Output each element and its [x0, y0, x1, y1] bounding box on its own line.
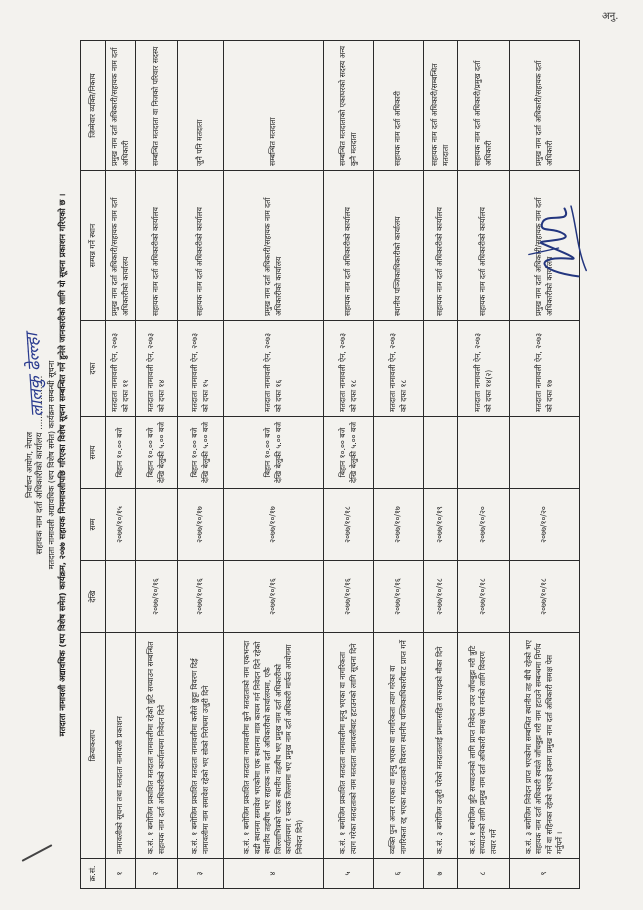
header-sn: क्र.सं. — [81, 859, 106, 889]
cell-sn: ४ — [224, 859, 324, 889]
cell-place: सहायक नाम दर्ता अधिकारीको कार्यालय — [178, 171, 224, 321]
cell-time — [424, 417, 458, 489]
cell-section: मतदाता नामावली ऐन, २०७३ को दफा ११ — [106, 321, 136, 417]
cell-responsible: प्रमुख नाम दर्ता अधिकारी/सहायक दर्ता अधिकारी — [510, 41, 580, 171]
cell-responsible: प्रमुख नाम दर्ता अधिकारी/सहायक नाम दर्ता अधिकारी — [106, 41, 136, 171]
cell-place: सहायक नाम दर्ता अधिकारीको कार्यालय — [324, 171, 374, 321]
table-row — [374, 41, 424, 889]
cell-sn: ८ — [458, 859, 510, 889]
cell-sn: ५ — [324, 859, 374, 889]
cell-to: २०७७/१०/१७ — [178, 489, 224, 561]
cell-section: मतदाता नामावली ऐन, २०७३ को दफा १४ — [136, 321, 178, 417]
schedule-table — [80, 40, 580, 889]
cell-section: मतदाता नामावली ऐन, २०७३ को दफा १७ — [510, 321, 580, 417]
cell-sn: ६ — [374, 859, 424, 889]
table-row — [424, 41, 458, 889]
cell-sn: ९ — [510, 859, 580, 889]
cell-activity: क.सं. १ बमोजिम त्रुटि सच्याउनको लागि प्राप्त निवेदन उपर जाँचबुझ गरी त्रुटि सच्याउनको लागि प्रमुख नाम दर्ता अधिकारी समक्ष पेस गर्नको लागि विवरण तयार गर्ने — [458, 633, 510, 859]
cell-from: २०७७/१०/१६ — [178, 561, 224, 633]
cell-responsible: सहायक नाम दर्ता अधिकारी — [374, 41, 424, 171]
cell-time: बिहान १०.०० बजे देखि बेलुकी ५.०० बजे — [136, 417, 178, 489]
cell-section — [424, 321, 458, 417]
cell-activity: व्यक्ति पुनः अन्तर गएका वा मृत्यु भएका वा नागरिकता त्याग गरेका वा नागरिकता रद्द भएका मतदाताको विवरण स्थानीय पञ्जिकाधिकारीबाट प्राप्त गर्ने — [374, 633, 424, 859]
office-name: सहायक नाम दर्ता अधिकारीको कार्यालय .................... — [35, 375, 45, 555]
cell-responsible: जुनै पनि मतदाता — [178, 41, 224, 171]
cell-time: बिहान १०.०० बजे देखि बेलुकी ५.०० बजे — [324, 417, 374, 489]
handwritten-signature — [512, 197, 604, 289]
commission-name: निर्वाचन आयोग, नेपाल — [25, 431, 34, 499]
cell-place: सहायक नाम दर्ता अधिकारीको कार्यालय — [136, 171, 178, 321]
table-header-row — [81, 41, 106, 889]
cell-to: २०७७/१०/१७ — [374, 489, 424, 561]
cell-time: बिहान १०.०० बजे देखि बेलुकी ५.०० बजे — [224, 417, 324, 489]
header-to: सम्म — [81, 489, 106, 561]
cell-from: २०७७/१०/१६ — [224, 561, 324, 633]
cell-from: २०७७/१०/१६ — [136, 561, 178, 633]
cell-section: मतदाता नामावली ऐन, २०७३ को दफा १४(२) — [458, 321, 510, 417]
header-place: सम्पन्न गर्ने स्थान — [81, 171, 106, 321]
cell-activity: क.सं. ३ बमोजिम उजुरी परेको मतदातालाई प्रमाणसहित सफाइको मौका दिने — [424, 633, 458, 859]
cell-activity: क.सं. १ बमोजिम प्रकाशित मतदाता नामावलीमा मृत्यु भएका वा नागरिकता त्याग गरेका मतदाताको नाम मतदाता नामावलीबाट हटाउनको लागि सूचना दिने — [324, 633, 374, 859]
cell-time: बिहान १०.०० बजे — [106, 417, 136, 489]
cell-place: प्रमुख नाम दर्ता अधिकारी/सहायक नाम दर्ता अधिकारीको कार्यालय — [224, 171, 324, 321]
cell-responsible: सम्बन्धित मतदाताको एकाघरको सदस्य अन्य कुनै मतदाता — [324, 41, 374, 171]
cell-from: २०७७/१०/१८ — [424, 561, 458, 633]
cell-activity: क.सं. १ बमोजिम प्रकाशित मतदाता नामावलीमा कसैले छुट्टा विवरण दिई नामावलीमा नाम समावेश रहेको भए सोको निरोधमा उजुरी दिने — [178, 633, 224, 859]
cell-time — [510, 417, 580, 489]
cell-time: बिहान १०.०० बजे देखि बेलुकी ५.०० बजे — [178, 417, 224, 489]
page-corner-mark: अनु. — [602, 11, 619, 22]
cell-sn: १ — [106, 859, 136, 889]
cell-sn: ७ — [424, 859, 458, 889]
header-section: दफा — [81, 321, 106, 417]
cell-activity: क.सं. १ बमोजिम प्रकाशित मतदाता नामावलीमा रहेको त्रुटि सच्याउन सम्बन्धित सहायक नाम दर्ता अधिकारीको कार्यालयमा निवेदन दिने — [136, 633, 178, 859]
cell-time — [458, 417, 510, 489]
cell-place: प्रमुख नाम दर्ता अधिकारी/सहायक नाम दर्ता अधिकारीको कार्यालय — [106, 171, 136, 321]
cell-responsible: सहायक नाम दर्ता अधिकारी/सम्बन्धित मतदाता — [424, 41, 458, 171]
cell-to: २०७७/१०/१८ — [324, 489, 374, 561]
cell-to: २०७७/१०/२० — [510, 489, 580, 561]
notice-text: मतदाता नामावली अद्यावधिक (थप विशेष समेत) कार्यक्रम, २०७७ सहायक नियमावलीपछि गरिएका विशेष सूचना सम्बन्धित गर्ने हुनेले जानकारीको लागि यो सूचना प्रकाशन गरिएको छ । — [57, 193, 67, 737]
cell-from: २०७७/१०/१६ — [374, 561, 424, 633]
table-row — [324, 41, 374, 889]
cell-place: स्थानीय पञ्जिकाधिकारीको कार्यालय — [374, 171, 424, 321]
cell-to: २०७७/१०/१७ — [224, 489, 324, 561]
table-row — [224, 41, 324, 889]
table-row — [458, 41, 510, 889]
program-title: मतदाता नामावली अद्यावधिक (थप विशेष समेत) कार्यक्रम सम्बन्धी सूचना — [47, 360, 56, 570]
cell-place: सहायक नाम दर्ता अधिकारीको कार्यालय — [458, 171, 510, 321]
table-row — [136, 41, 178, 889]
cell-from — [106, 561, 136, 633]
cell-place: प्रमुख नाम दर्ता अधिकारी/सहायक नाम दर्ता अधिकारीको कार्यालय — [510, 171, 580, 321]
cell-responsible: सम्बन्धित मतदाता वा निजको परिवार सदस्य — [136, 41, 178, 171]
cell-responsible: सहायक नाम दर्ता अधिकारी/प्रमुख दर्ता अधिकारी — [458, 41, 510, 171]
cell-to: २०७७/१०/१५ — [106, 489, 136, 561]
cell-to — [136, 489, 178, 561]
header-activity: क्रियाकलाप — [81, 633, 106, 859]
header-time: समय — [81, 417, 106, 489]
notice-header — [24, 35, 68, 895]
cell-section: मतदाता नामावली ऐन, २०७३ को दफा १८ — [374, 321, 424, 417]
cell-from: २०७७/१०/१८ — [458, 561, 510, 633]
cell-activity: क.सं. १ बमोजिम प्रकाशित मतदाता नामावलीमा कुनै मतदाताको नाम एकभन्दा बढी स्थानमा समावेश भएकोमा एक स्थानमा मात्र कायम गर्न निवेदन दिने रहेको स्थानीय तहबीच भए सहायक नाम दर्ता अधिकारीको कार्यालयमा, एकै जिल्लाभित्रको फरक स्थानीय तहबीच भए प्रमुख नाम दर्ता अधिकारीको कार्यालयमा र फरक जिल्लामा भए प्रमुख नाम दर्ता अधिकारी मार्फत आयोगमा निवेदन दिने) — [224, 633, 324, 859]
handwritten-place-name: लालकु ढेल्ल्हा — [22, 332, 48, 418]
cell-place: सहायक नाम दर्ता अधिकारीको कार्यालय — [424, 171, 458, 321]
cell-from: २०७७/१०/१६ — [324, 561, 374, 633]
cell-activity: नामावलीको सूचना तथा मतदाता नामावली प्रकाशन — [106, 633, 136, 859]
cell-activity: क.सं. ३ बमोजिम निवेदन प्राप्त भएकोमा सम्बन्धित स्थानीय तह बीचै रहेको भए सहायक नाम दर्ता अधिकारी स्वयंले जाँचबुझ गरी नाम हटाउने सम्बन्धमा निर्णय गर्ने वा सहिनका रहेको भएको हकमा प्रमुख नाम दर्ता अधिकारी समक्ष पेस गर्नुपर्ने । — [510, 633, 580, 859]
header-responsible: जिम्मेवार व्यक्ति/निकाय — [81, 41, 106, 171]
cell-section: मतदाता नामावली ऐन, २०७३ को दफा १८ — [324, 321, 374, 417]
cell-section: मतदाता नामावली ऐन, २०७३ को दफा १६ — [224, 321, 324, 417]
table-row — [106, 41, 136, 889]
cell-to: २०७७/१०/१९ — [424, 489, 458, 561]
cell-sn: ३ — [178, 859, 224, 889]
cell-from: २०७७/१०/१८ — [510, 561, 580, 633]
cell-to: २०७७/१०/२० — [458, 489, 510, 561]
rotated-notice-sheet — [18, 35, 618, 895]
cell-responsible: सम्बन्धित मतदाता — [224, 41, 324, 171]
header-from: देखि — [81, 561, 106, 633]
cell-time — [374, 417, 424, 489]
table-row — [178, 41, 224, 889]
table-row — [510, 41, 580, 889]
cell-section: मतदाता नामावली ऐन, २०७३ को दफा १५ — [178, 321, 224, 417]
cell-sn: २ — [136, 859, 178, 889]
